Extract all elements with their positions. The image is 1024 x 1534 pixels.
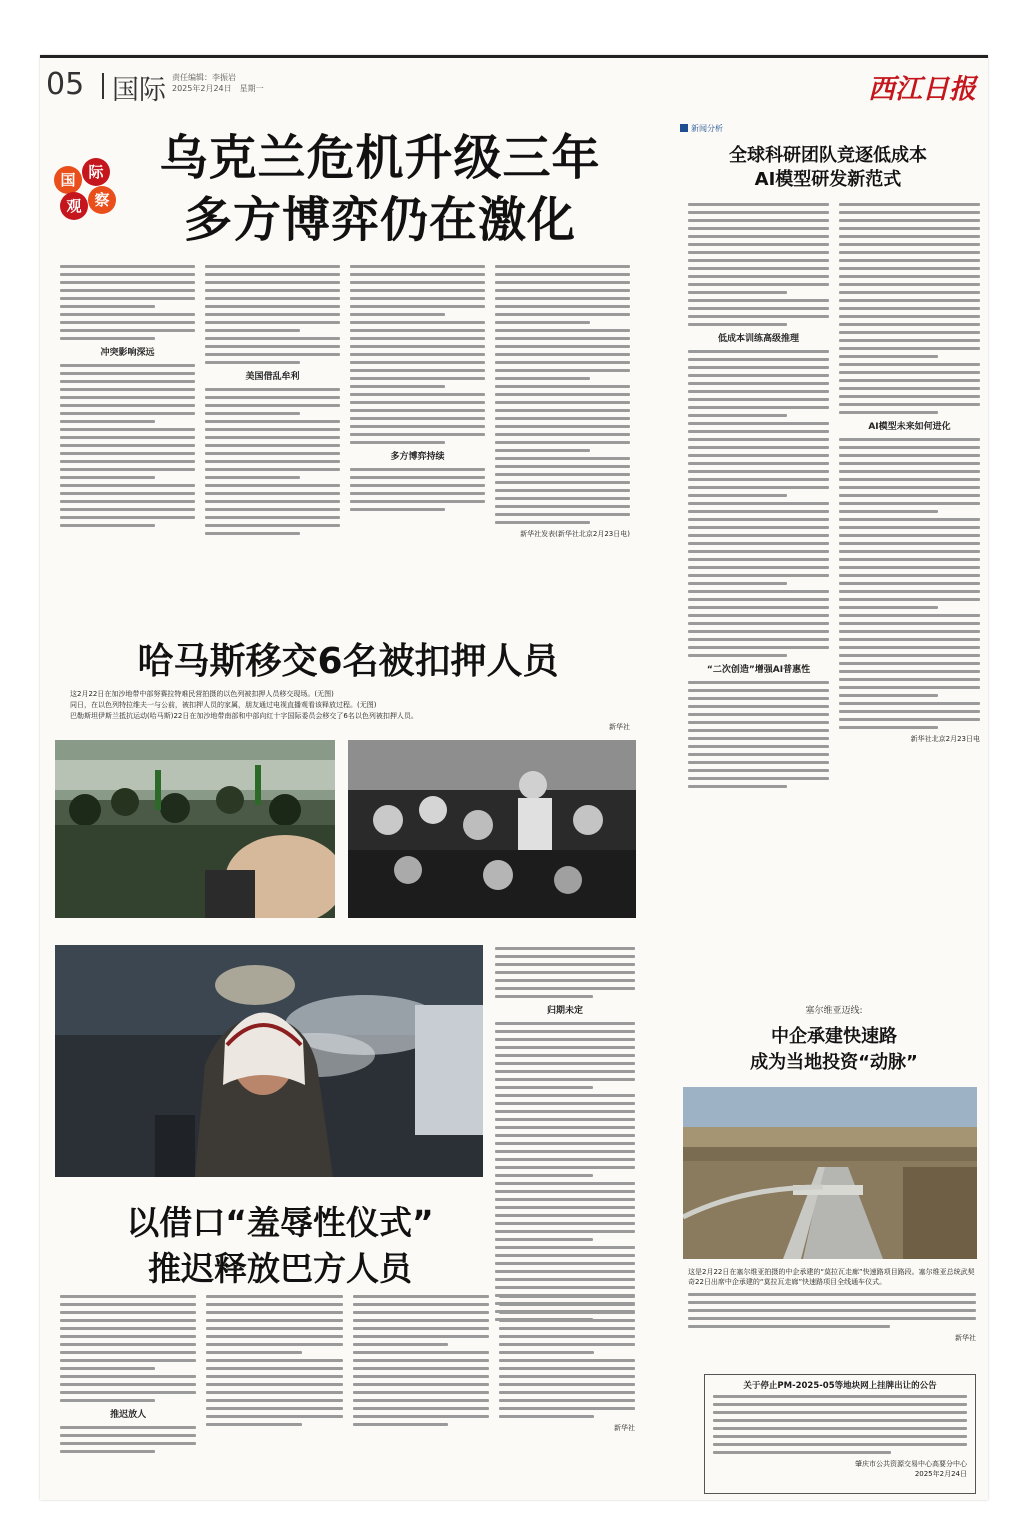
public-notice [704, 1374, 976, 1494]
notice-footer [713, 1459, 967, 1479]
story1-col [350, 265, 485, 615]
sidebar1-subhead: “二次创造”增强AI普惠性 [706, 665, 811, 675]
newspaper-logo: 西江日报 [868, 74, 976, 105]
story2-headline: 哈马斯移交6名被扣押人员 [137, 641, 559, 682]
page-number: 05 [46, 67, 85, 102]
sidebar2-caption-text: 这是2月22日在塞尔维亚拍摄的中企承建的“莫拉瓦走廊”快速路项目路段。塞尔维亚总统武契奇22日出席中企承建的“莫拉瓦走廊”快速路项目全线通车仪式。 [688, 1268, 975, 1286]
story3-col [499, 1295, 635, 1495]
sidebar2-kicker: 塞尔维亚迈线: [805, 1006, 863, 1016]
story1-col [495, 265, 630, 615]
story1-headline-line1: 乌克兰危机升级三年 [159, 130, 601, 186]
tag-label: 新闻分析 [691, 124, 723, 133]
story3-headline-line2: 推迟释放巴方人员 [148, 1249, 412, 1288]
sidebar1-headline-line1: 全球科研团队竞逐低成本 [729, 145, 927, 166]
newspaper-page [40, 55, 988, 1500]
section-name: 国际 [112, 75, 166, 106]
story1-subhead: 冲突影响深远 [100, 348, 155, 358]
sidebar1-byline: 新华社北京2月23日电 [910, 735, 980, 743]
sidebar1-headline [680, 144, 976, 192]
badge-char: 际 [82, 158, 110, 186]
story1-byline: 新华社发表(新华社北京2月23日电) [520, 530, 630, 538]
sidebar1-subhead: 低成本训练高级推理 [717, 334, 799, 344]
sidebar2-credit: 新华社 [955, 1334, 976, 1342]
story3-subhead: 归期未定 [546, 1006, 583, 1016]
sidebar2-header [688, 1003, 980, 1076]
sidebar2-headline [688, 1024, 980, 1076]
story3-subhead: 推迟放人 [110, 1410, 147, 1420]
photo-hamas-fighters [55, 740, 335, 918]
sidebar1-col [688, 203, 829, 988]
photo-palestinian-man [55, 945, 483, 1177]
notice-date: 2025年2月24日 [914, 1470, 967, 1478]
masthead-meta [172, 72, 292, 94]
story3-col [353, 1295, 489, 1495]
column-badge [54, 158, 118, 222]
story3-byline: 新华社 [614, 1424, 635, 1432]
story3-headline [60, 1200, 500, 1292]
story3-headline-line1: 以借口“羞辱性仪式” [126, 1203, 434, 1242]
story1-col [60, 265, 195, 615]
photo-israeli-crowd [348, 740, 636, 918]
masthead-divider [102, 73, 104, 99]
sidebar2-caption [688, 1267, 976, 1343]
sidebar2-headline-line2: 成为当地投资“动脉” [750, 1052, 918, 1073]
story1-body [60, 265, 630, 615]
top-rule [40, 55, 988, 58]
issue-date: 2025年2月24日 星期一 [172, 84, 264, 93]
badge-char: 察 [88, 186, 116, 214]
editor-credit: 责任编辑：李振岩 [172, 73, 236, 82]
sidebar1-headline-line2: AI模型研发新范式 [754, 169, 902, 190]
story1-col [205, 265, 340, 615]
story1-headline-line2: 多方博弈仍在激化 [183, 192, 576, 248]
story3-col [206, 1295, 342, 1495]
story3-body [60, 1295, 635, 1495]
badge-char: 国 [54, 166, 82, 194]
notice-title: 关于停止PM-2025-05等地块网上挂牌出让的公告 [743, 1381, 937, 1391]
story1-subhead: 多方博弈持续 [390, 452, 445, 462]
story2-caption [70, 689, 630, 733]
caption-line: 这2月22日在加沙地带中部努赛拉特难民营拍摄的以色列被扣押人员移交现场。(无图) [70, 690, 334, 698]
right-column [680, 123, 976, 192]
story1-subhead: 美国借乱牟利 [245, 372, 300, 382]
caption-credit: 新华社 [609, 723, 630, 731]
sidebar1-subhead: AI模型未来如何进化 [868, 422, 951, 432]
photo-expressway [683, 1087, 977, 1259]
news-analysis-tag [680, 123, 976, 134]
sidebar2-headline-line1: 中企承建快速路 [771, 1026, 897, 1047]
sidebar1-col [839, 203, 980, 988]
sidebar1-body [688, 203, 980, 988]
story1-headline [130, 127, 630, 251]
badge-char: 观 [60, 192, 88, 220]
caption-line: 同日，在以色列特拉维夫一与公前，被扣押人员的家属，朋友通过电视直播观看该释放过程。(无图) [70, 701, 377, 709]
story3-col [60, 1295, 196, 1495]
tag-square-icon [680, 124, 688, 132]
caption-line: 巴勒斯坦伊斯兰抵抗运动(哈马斯)22日在加沙地带南部和中部向红十字国际委员会移交了6名以色列被扣押人员。 [70, 712, 418, 720]
notice-issuer: 肇庆市公共资源交易中心高要分中心 [855, 1460, 967, 1468]
